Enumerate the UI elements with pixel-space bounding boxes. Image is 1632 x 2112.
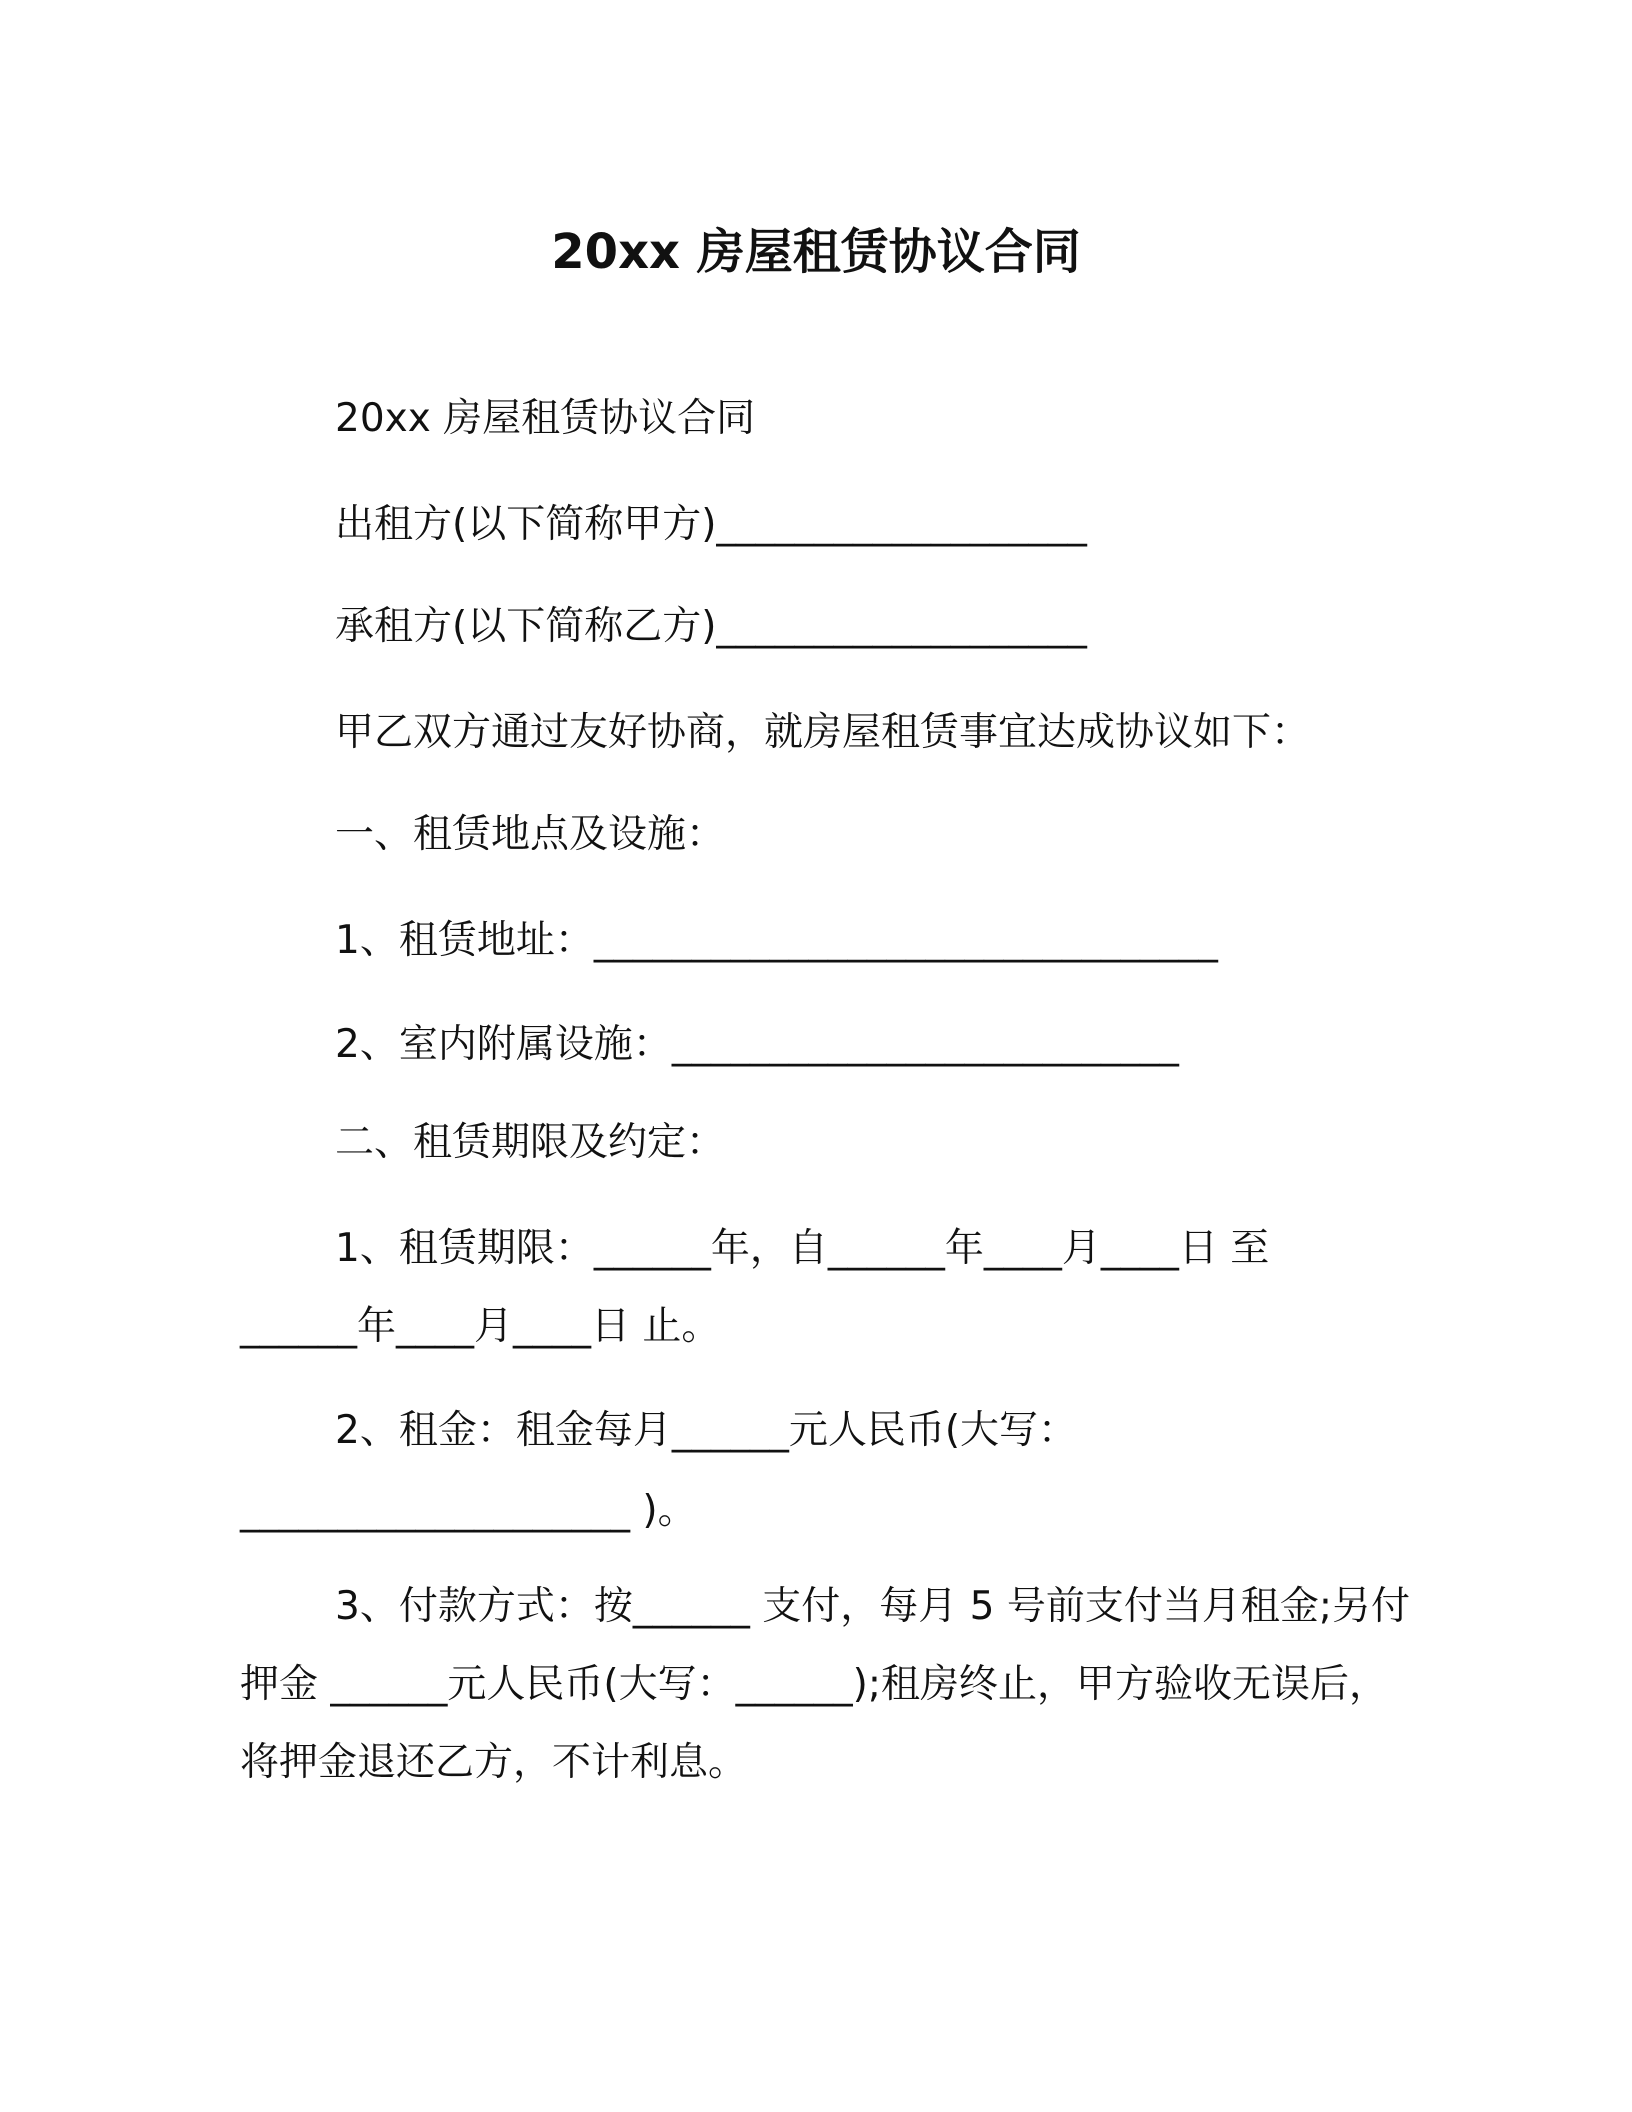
payment-line-3: 将押金退还乙方，不计利息。 [240,1740,748,1785]
rent-line-1: 2、租金：租金每月______元人民币(大写： [335,1408,1078,1453]
section-two-heading: 二、租赁期限及约定： [335,1120,726,1165]
section-one-heading: 一、租赁地点及设施： [335,812,726,857]
lessor-line: 出租方(以下简称甲方)___________________ [335,502,1087,547]
preamble-paragraph: 甲乙双方通过友好协商，就房屋租赁事宜达成协议如下： [335,710,1311,755]
lease-term-line-2: ______年____月____日 止。 [240,1304,721,1349]
document-subtitle: 20xx 房屋租赁协议合同 [335,396,756,441]
attached-facilities-line: 2、室内附属设施：__________________________ [335,1022,1179,1067]
lease-term-line-1: 1、租赁期限：______年，自______年____月____日 至 [335,1226,1270,1271]
payment-line-1: 3、付款方式：按______ 支付，每月 5 号前支付当月租金;另付 [335,1584,1410,1629]
rental-address-line: 1、租赁地址：________________________________ [335,918,1218,963]
payment-line-2: 押金 ______元人民币(大写：______);租房终止，甲方验收无误后， [240,1662,1388,1707]
lessee-line: 承租方(以下简称乙方)___________________ [335,604,1087,649]
rent-line-2: ____________________ )。 [240,1488,697,1533]
document-title: 20xx 房屋租赁协议合同 [551,224,1081,280]
